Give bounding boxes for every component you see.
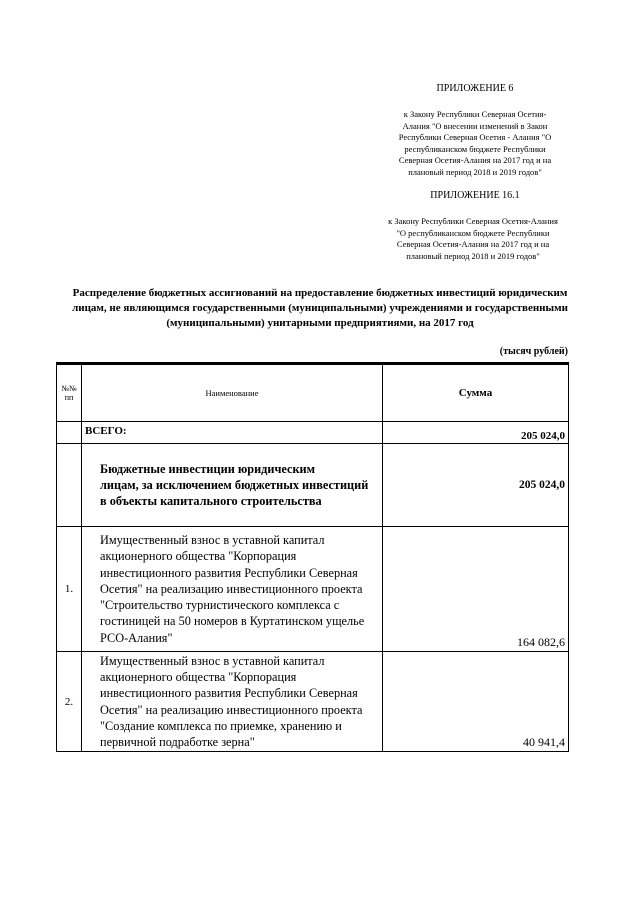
subtotal-num-cell bbox=[57, 444, 82, 527]
row-description bbox=[82, 527, 383, 652]
table-row bbox=[57, 652, 569, 752]
document-title bbox=[40, 286, 600, 331]
total-row bbox=[57, 422, 569, 444]
document-title-line: Распределение бюджетных ассигнований на предоставление бюджетных инвестиций юридическим bbox=[72, 287, 568, 299]
appendix-16-line: Северная Осетия-Алания на 2017 год и на bbox=[396, 239, 550, 249]
row-line: Имущественный взнос в уставной капитал bbox=[100, 653, 325, 668]
row-line: гостиницей на 50 номеров в Куртатинском ущелье bbox=[100, 614, 365, 629]
row-line: акционерного общества "Корпорация bbox=[100, 670, 297, 685]
appendix-6-line: Северная Осетия-Алания на 2017 год и на bbox=[398, 155, 552, 165]
row-line: инвестиционного развития Республики Северная bbox=[100, 565, 358, 580]
appendix-16-text bbox=[368, 216, 578, 262]
appendix-16-line: плановый период 2018 и 2019 годов" bbox=[406, 250, 540, 261]
subtotal-row bbox=[57, 444, 569, 527]
table-header-row bbox=[57, 364, 569, 422]
row-line: "Создание комплекса по приемке, хранению и bbox=[100, 718, 342, 733]
allocation-table bbox=[56, 362, 569, 752]
total-num-cell bbox=[57, 422, 82, 444]
appendix-6-line: Алания "О внесении изменений в Закон bbox=[402, 120, 548, 131]
total-sum: 205 024,0 bbox=[383, 422, 569, 444]
appendix-16-line: "О республиканском бюджете Республики bbox=[396, 227, 550, 238]
row-line: РСО-Алания" bbox=[100, 630, 173, 645]
row-sum: 40 941,4 bbox=[383, 652, 569, 752]
appendix-16-title: ПРИЛОЖЕНИЕ 16.1 bbox=[430, 190, 520, 201]
total-label: ВСЕГО: bbox=[82, 422, 383, 444]
row-sum: 164 082,6 bbox=[383, 527, 569, 652]
appendix-16-line: к Закону Республики Северная Осетия-Алания bbox=[388, 216, 558, 226]
row-line: инвестиционного развития Республики Северная bbox=[100, 686, 358, 701]
document-title-line: лицам, не являющимся государственными (муниципальными) учреждениями и государственными bbox=[72, 302, 568, 314]
appendix-6-title: ПРИЛОЖЕНИЕ 6 bbox=[436, 83, 514, 94]
row-line: первичной подработке зерна" bbox=[100, 734, 255, 749]
row-line: акционерного общества "Корпорация bbox=[100, 549, 297, 564]
row-num: 2. bbox=[57, 652, 82, 752]
subtotal-line: лицам, за исключением бюджетных инвестиций bbox=[100, 477, 369, 492]
row-line: Осетия" на реализацию инвестиционного проекта bbox=[100, 702, 363, 717]
header-sum: Сумма bbox=[383, 364, 569, 422]
document-title-line: (муниципальными) унитарными предприятиями, на 2017 год bbox=[166, 317, 474, 329]
appendix-6-line: республиканском бюджете Республики bbox=[404, 143, 546, 154]
row-line: "Строительство турнистического комплекса с bbox=[100, 598, 340, 613]
subtotal-label bbox=[82, 444, 383, 527]
table-row bbox=[57, 527, 569, 652]
appendix-6-line: Республики Северная Осетия - Алания "О bbox=[398, 132, 552, 142]
row-num: 1. bbox=[57, 527, 82, 652]
appendix-6-line: к Закону Республики Северная Осетия- bbox=[403, 109, 547, 119]
header-name: Наименование bbox=[82, 364, 383, 422]
header-num: №№ пп bbox=[57, 364, 82, 422]
row-line: Осетия" на реализацию инвестиционного проекта bbox=[100, 581, 363, 596]
appendix-6-text bbox=[380, 109, 570, 178]
appendix-6-line: плановый период 2018 и 2019 годов" bbox=[408, 166, 542, 177]
units-label: (тысяч рублей) bbox=[499, 346, 568, 357]
row-description bbox=[82, 652, 383, 752]
subtotal-sum: 205 024,0 bbox=[383, 444, 569, 527]
subtotal-line: в объекты капитального строительства bbox=[100, 494, 322, 509]
subtotal-line: Бюджетные инвестиции юридическим bbox=[100, 461, 316, 476]
row-line: Имущественный взнос в уставной капитал bbox=[100, 533, 325, 548]
